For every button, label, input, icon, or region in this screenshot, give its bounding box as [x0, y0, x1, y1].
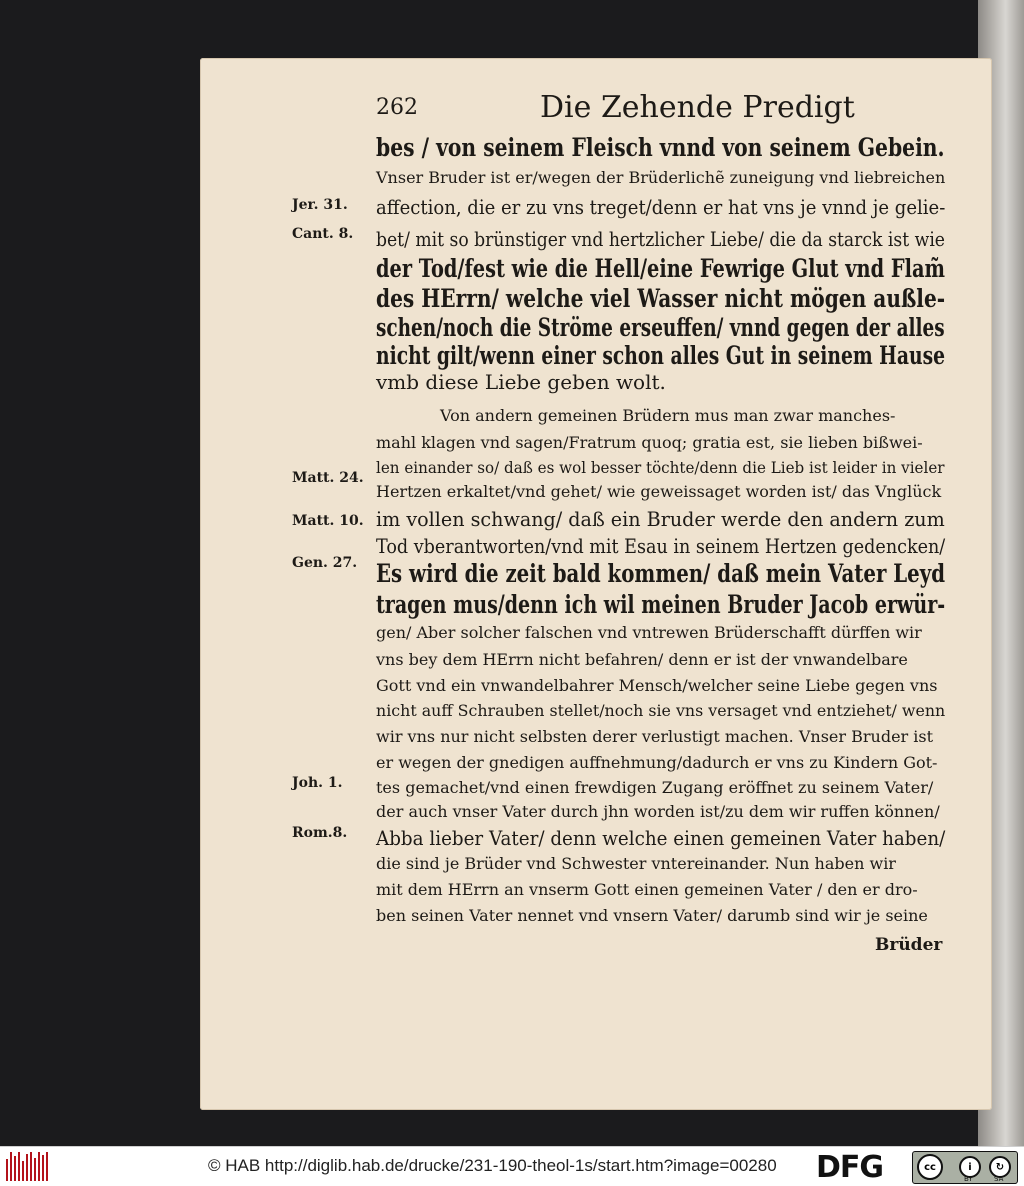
- text-line: ben seinen Vater nennet vnd vnsern Vater/ darumb sind wir je seine: [376, 906, 928, 925]
- text-line: der Tod/fest wie die Hell/eine Fewrige Glut vnd Flam̃: [376, 254, 945, 283]
- cc-icon: cc: [917, 1154, 943, 1180]
- copyright-link[interactable]: © HAB http://diglib.hab.de/drucke/231-190-theol-1s/start.htm?image=00280: [208, 1156, 777, 1175]
- margin-reference: Matt. 10.: [292, 513, 364, 529]
- text-line: Es wird die zeit bald kommen/ daß mein Vater Leyd: [376, 559, 946, 588]
- margin-reference: Cant. 8.: [292, 226, 354, 242]
- text-line: vmb diese Liebe geben wolt.: [376, 370, 666, 394]
- running-head: Die Zehende Predigt: [540, 90, 855, 125]
- margin-reference: Matt. 24.: [292, 470, 364, 486]
- text-line: Abba lieber Vater/ denn welche einen gemeinen Vater haben/: [376, 826, 946, 850]
- text-line: nicht auff Schrauben stellet/noch sie vns versaget vnd entziehet/ wenn: [376, 701, 946, 720]
- text-line: mahl klagen vnd sagen/Fratrum quoq; gratia est, sie lieben bißwei-: [376, 433, 923, 452]
- text-line: des HErrn/ welche viel Wasser nicht mögen außle-: [376, 284, 946, 313]
- text-line: bes / von seinem Fleisch vnnd von seinem Gebein.: [376, 133, 945, 162]
- text-line: mit dem HErrn an vnserm Gott einen gemeinen Vater / den er dro-: [376, 880, 918, 899]
- footer-bar: [0, 1146, 1024, 1186]
- text-line: tragen mus/denn ich wil meinen Bruder Jacob erwür-: [376, 590, 946, 619]
- sa-icon: ↻: [989, 1156, 1011, 1178]
- margin-reference: Gen. 27.: [292, 555, 358, 571]
- hab-logo-icon: [6, 1152, 48, 1181]
- text-line: bet/ mit so brünstiger vnd hertzlicher Liebe/ die da starck ist wie: [376, 227, 945, 251]
- text-line: Gott vnd ein vnwandelbahrer Mensch/welcher seine Liebe gegen vns: [376, 676, 938, 695]
- by-icon: i: [959, 1156, 981, 1178]
- text-line: Tod vberantworten/vnd mit Esau in seinem Hertzen gedencken/: [376, 534, 946, 558]
- text-line: der auch vnser Vater durch jhn worden ist/zu dem wir ruffen können/: [376, 802, 940, 821]
- by-label: BY: [964, 1175, 973, 1183]
- text-line: affection, die er zu vns treget/denn er hat vns je vnnd je gelie-: [376, 195, 946, 219]
- text-line: er wegen der gnedigen auffnehmung/dadurch er vns zu Kindern Got-: [376, 753, 938, 772]
- catchword: Brüder: [875, 935, 943, 955]
- text-line: gen/ Aber solcher falschen vnd vntrewen Brüderschafft dürffen wir: [376, 623, 922, 642]
- text-line: wir vns nur nicht selbsten derer verlustigt machen. Vnser Bruder ist: [376, 727, 934, 746]
- page-number: 262: [376, 95, 418, 120]
- text-line: schen/noch die Ströme erseuffen/ vnnd gegen der alles: [376, 313, 945, 342]
- text-line: im vollen schwang/ daß ein Bruder werde den andern zum: [376, 507, 945, 531]
- text-line: Von andern gemeinen Brüdern mus man zwar manches-: [440, 406, 896, 425]
- text-line: Hertzen erkaltet/vnd gehet/ wie geweissaget worden ist/ das Vnglück: [376, 482, 942, 501]
- text-line: nicht gilt/wenn einer schon alles Gut in seinem Hause: [376, 341, 946, 370]
- dfg-logo: DFG: [816, 1150, 884, 1185]
- margin-reference: Jer. 31.: [292, 197, 348, 213]
- text-line: len einander so/ daß es wol besser töchte/denn die Lieb ist leider in vieler: [376, 458, 945, 477]
- text-line: die sind je Brüder vnd Schwester vntereinander. Nun haben wir: [376, 854, 896, 873]
- text-line: tes gemachet/vnd einen frewdigen Zugang eröffnet zu seinem Vater/: [376, 778, 934, 797]
- cc-license-badge[interactable]: [912, 1151, 1018, 1184]
- sa-label: SA: [994, 1175, 1004, 1183]
- text-line: Vnser Bruder ist er/wegen der Brüderlichẽ zuneigung vnd liebreichen: [376, 168, 946, 187]
- margin-reference: Joh. 1.: [292, 775, 343, 791]
- margin-reference: Rom.8.: [292, 825, 348, 841]
- text-line: vns bey dem HErrn nicht befahren/ denn er ist der vnwandelbare: [376, 650, 908, 669]
